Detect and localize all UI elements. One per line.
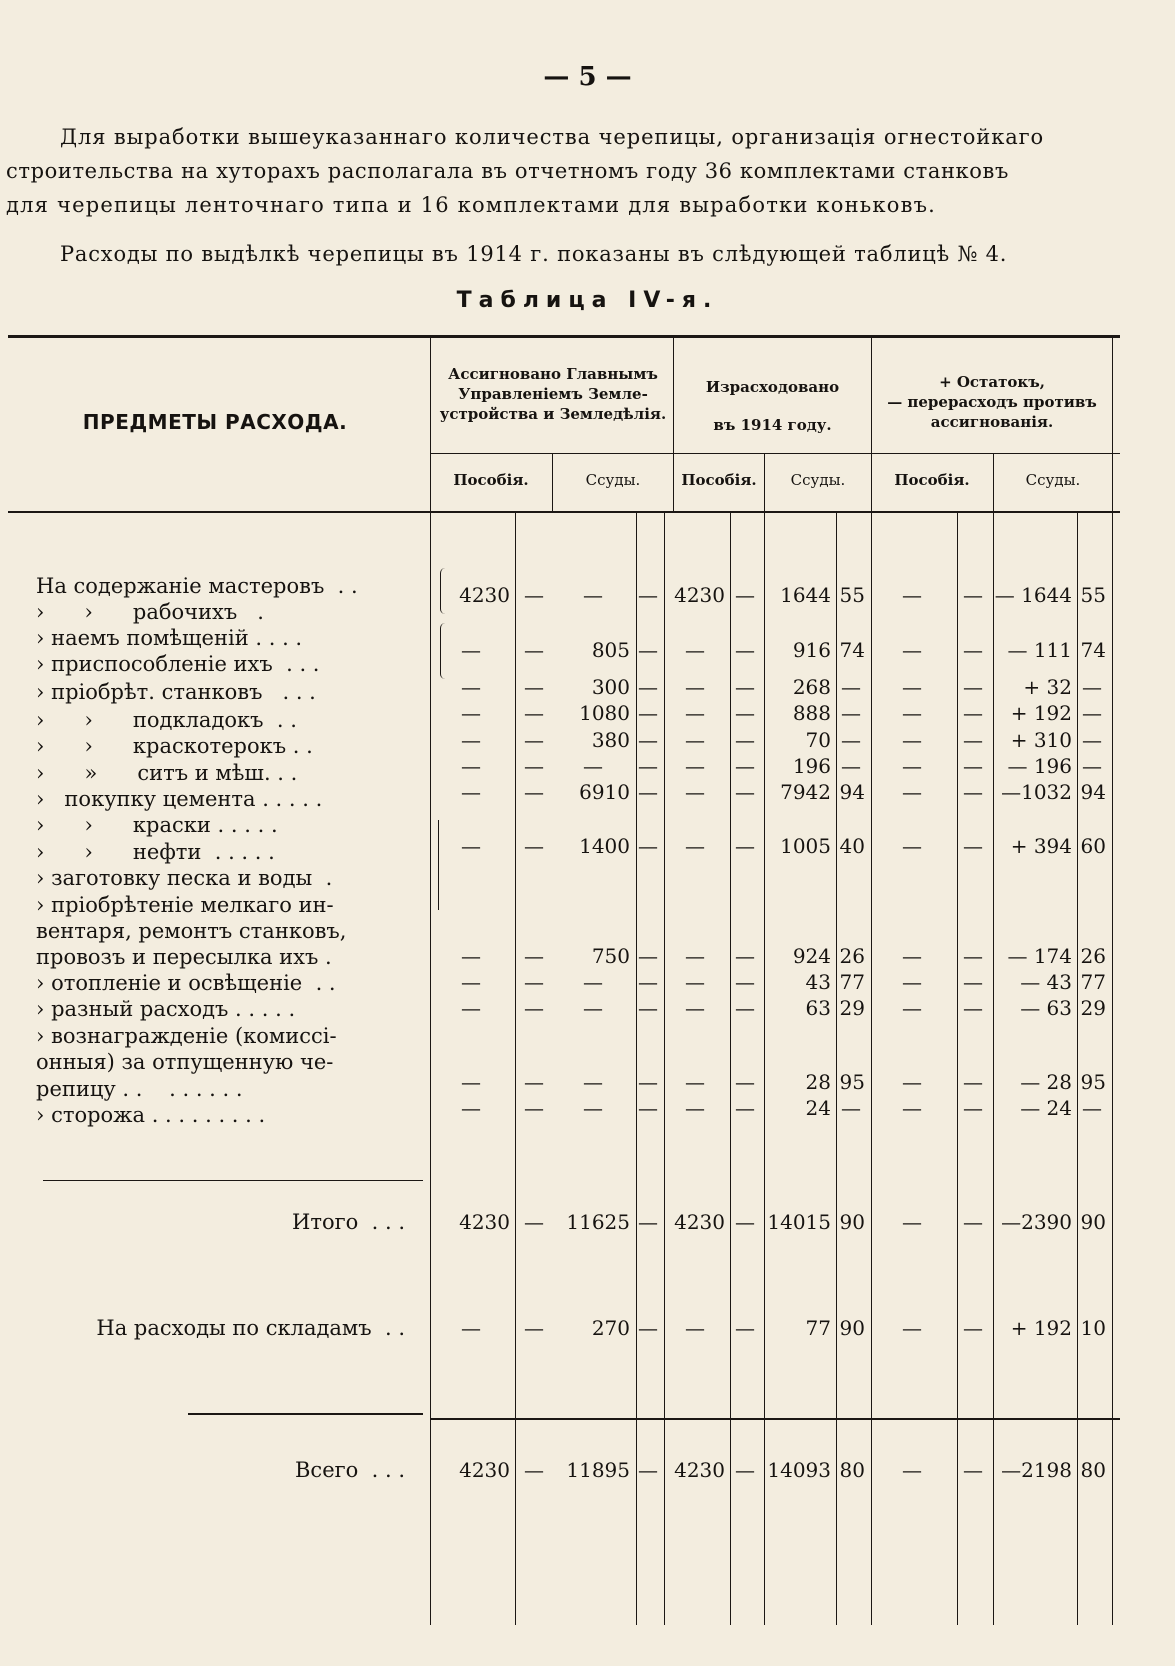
table-cell: — xyxy=(735,583,755,607)
table-cell: 90 xyxy=(839,1210,865,1234)
table-cell: — xyxy=(735,754,755,778)
table-cell: 14015 xyxy=(767,1210,831,1234)
table-cell: 1080 xyxy=(579,701,630,725)
table-cell: — xyxy=(638,944,658,968)
table-cell: — xyxy=(902,583,922,607)
table-cell: — xyxy=(902,944,922,968)
table-cell: — xyxy=(524,1458,544,1482)
table-cell: — xyxy=(902,970,922,994)
table-cell: —2390 xyxy=(1001,1210,1072,1234)
row-label: › разный расходъ . . . . . xyxy=(36,997,296,1021)
row-label: › заготовку песка и воды . xyxy=(36,866,333,890)
spent-header xyxy=(680,368,865,444)
subheader-grants: Пособія. xyxy=(894,471,970,489)
table-cell: — xyxy=(685,1096,705,1120)
row-label: провозъ и пересылка ихъ . xyxy=(36,945,332,969)
header-line: + Остатокъ, xyxy=(939,373,1045,391)
table-cell: — xyxy=(902,1316,922,1340)
table-cell: — 196 xyxy=(1007,754,1072,778)
header-line: Управленіемъ Земле- xyxy=(458,385,648,403)
table-cell: — xyxy=(963,754,983,778)
page-number: — 5 — xyxy=(543,62,632,92)
text-line: Для выработки вышеуказаннаго количества черепицы, организація огнестойкаго xyxy=(60,125,1045,149)
header-line: устройства и Земледѣлія. xyxy=(439,405,667,423)
table-cell: 6910 xyxy=(579,780,630,804)
table-cell: 74 xyxy=(839,638,865,662)
header-line: Израсходовано xyxy=(705,378,840,396)
table-cell: — xyxy=(524,970,544,994)
table-cell: — xyxy=(902,1096,922,1120)
table-cell: — xyxy=(638,1316,658,1340)
table-cell: 29 xyxy=(839,996,865,1020)
table-cell: 95 xyxy=(839,1070,865,1094)
table-cell: — xyxy=(638,728,658,752)
table-cell: — xyxy=(583,1096,603,1120)
table-cell: — xyxy=(963,675,983,699)
table-cell: 77 xyxy=(805,1316,831,1340)
total-label: Всего . . . xyxy=(295,1458,405,1482)
total-label: Итого . . . xyxy=(292,1210,405,1234)
table-cell: — xyxy=(461,970,481,994)
table-cell: — xyxy=(1082,701,1102,725)
table-cell: — xyxy=(524,1210,544,1234)
table-cell: — xyxy=(963,1210,983,1234)
table-cell: — 1644 xyxy=(994,583,1072,607)
table-cell: — xyxy=(735,1458,755,1482)
table-cell: — xyxy=(685,728,705,752)
table-cell: — xyxy=(902,1210,922,1234)
table-cell: — xyxy=(461,675,481,699)
text-line: строительства на хуторахъ располагала въ отчетномъ году 36 комплектами станковъ xyxy=(6,159,1009,183)
table-cell: 1005 xyxy=(780,834,831,858)
table-cell: — xyxy=(583,996,603,1020)
assigned-header xyxy=(438,364,668,424)
intro-paragraph xyxy=(0,120,1140,222)
table-cell: — xyxy=(963,944,983,968)
table-cell: — xyxy=(685,754,705,778)
table-cell: 268 xyxy=(792,675,831,699)
header-line: Ассигновано Главнымъ xyxy=(448,365,658,383)
table-cell: — xyxy=(735,970,755,994)
table-cell: — xyxy=(524,583,544,607)
subheader-grants: Пособія. xyxy=(453,471,529,489)
table-cell: — xyxy=(963,701,983,725)
table-cell: — xyxy=(524,1096,544,1120)
table-cell: — xyxy=(735,1210,755,1234)
table-cell: — xyxy=(963,1096,983,1120)
table-cell: — xyxy=(685,834,705,858)
table-cell: — xyxy=(963,728,983,752)
table-cell: — xyxy=(638,583,658,607)
table-cell: 55 xyxy=(839,583,865,607)
table-cell: — xyxy=(583,970,603,994)
subheader-loans: Ссуды. xyxy=(790,471,846,489)
table-cell: — xyxy=(638,754,658,778)
table-cell: 11625 xyxy=(566,1210,630,1234)
table-cell: — xyxy=(524,638,544,662)
table-cell: — xyxy=(902,754,922,778)
table-cell: — xyxy=(963,1316,983,1340)
table-cell: 270 xyxy=(591,1316,630,1340)
table-cell: 24 xyxy=(805,1096,831,1120)
row-label: › вознагражденіе (комиссі- xyxy=(36,1024,337,1048)
table-cell: + 32 xyxy=(1023,675,1072,699)
table-cell: — xyxy=(461,944,481,968)
row-label: › сторожа . . . . . . . . . xyxy=(36,1103,266,1127)
table-cell: — 28 xyxy=(1020,1070,1072,1094)
table-cell: 90 xyxy=(1080,1210,1106,1234)
table-cell: 924 xyxy=(792,944,831,968)
row-label: › наемъ помѣщеній . . . . xyxy=(36,626,303,650)
table-cell: — xyxy=(638,675,658,699)
table-cell: 4230 xyxy=(674,583,725,607)
table-cell: — xyxy=(461,701,481,725)
table-cell: — 63 xyxy=(1020,996,1072,1020)
table-cell: 4230 xyxy=(459,1458,510,1482)
table-cell: 750 xyxy=(591,944,630,968)
table-cell: — xyxy=(963,638,983,662)
table-cell: — xyxy=(735,1096,755,1120)
table-cell: — xyxy=(461,754,481,778)
table-cell: — xyxy=(638,638,658,662)
table-caption: Таблица IV-я. xyxy=(456,288,719,313)
table-cell: — xyxy=(685,970,705,994)
table-cell: 40 xyxy=(839,834,865,858)
table-cell: 94 xyxy=(1080,780,1106,804)
table-cell: — xyxy=(902,1070,922,1094)
row-label: › › краскотерокъ . . xyxy=(36,734,313,758)
table-cell: — 43 xyxy=(1020,970,1072,994)
table-cell: 29 xyxy=(1080,996,1106,1020)
row-label: › приспособленіе ихъ . . . xyxy=(36,652,320,676)
table-cell: 888 xyxy=(792,701,831,725)
row-label: › отопленіе и освѣщеніе . . xyxy=(36,971,336,995)
table-cell: — xyxy=(524,728,544,752)
balance-header xyxy=(878,372,1106,432)
table-cell: — xyxy=(841,701,861,725)
table-cell: — xyxy=(461,996,481,1020)
table-cell: — xyxy=(841,728,861,752)
table-cell: — xyxy=(902,701,922,725)
table-cell: — xyxy=(638,996,658,1020)
table-cell: — xyxy=(963,834,983,858)
table-cell: — xyxy=(583,754,603,778)
table-cell: — xyxy=(963,970,983,994)
row-label: › › рабочихъ . xyxy=(36,600,264,624)
table-cell: — xyxy=(461,1096,481,1120)
table-cell: — xyxy=(735,1316,755,1340)
table-cell: — xyxy=(902,780,922,804)
table-cell: 1644 xyxy=(780,583,831,607)
table-cell: — xyxy=(735,1070,755,1094)
table-cell: — xyxy=(461,1070,481,1094)
table-cell: — xyxy=(1082,675,1102,699)
table-cell: — xyxy=(524,701,544,725)
table-cell: 7942 xyxy=(780,780,831,804)
table-cell: 916 xyxy=(792,638,831,662)
table-cell: + 394 xyxy=(1010,834,1072,858)
header-line: — перерасходъ противъ xyxy=(887,393,1097,411)
table-cell: — xyxy=(735,675,755,699)
table-cell: 28 xyxy=(805,1070,831,1094)
table-cell: — xyxy=(461,834,481,858)
table-cell: — xyxy=(524,1316,544,1340)
table-cell: 11895 xyxy=(566,1458,630,1482)
table-cell: — xyxy=(638,1458,658,1482)
table-cell: 4230 xyxy=(459,583,510,607)
row-label: › покупку цемента . . . . . xyxy=(36,787,323,811)
table-cell: 4230 xyxy=(674,1210,725,1234)
row-label: › › нефти . . . . . xyxy=(36,840,275,864)
table-cell: 196 xyxy=(792,754,831,778)
table-cell: 63 xyxy=(805,996,831,1020)
table-cell: — xyxy=(685,944,705,968)
table-cell: — xyxy=(524,754,544,778)
table-cell: — xyxy=(841,675,861,699)
table-cell: — xyxy=(638,834,658,858)
table-cell: + 192 xyxy=(1010,1316,1072,1340)
table-cell: 805 xyxy=(591,638,630,662)
table-cell: 10 xyxy=(1080,1316,1106,1340)
table-cell: — xyxy=(685,1316,705,1340)
table-cell: — xyxy=(685,1070,705,1094)
table-cell: — xyxy=(638,701,658,725)
table-cell: 4230 xyxy=(459,1210,510,1234)
header-line: ассигнованія. xyxy=(930,413,1054,431)
table-cell: — xyxy=(685,638,705,662)
table-cell: — xyxy=(685,675,705,699)
table-cell: — xyxy=(963,996,983,1020)
row-label: › › подкладокъ . . xyxy=(36,708,297,732)
table-cell: — xyxy=(524,1070,544,1094)
items-column-header: ПРЕДМЕТЫ РАСХОДА. xyxy=(82,410,348,434)
row-label: › » ситъ и мѣш. . . xyxy=(36,761,298,785)
subheader-loans: Ссуды. xyxy=(585,471,641,489)
table-cell: — xyxy=(902,675,922,699)
subheader-loans: Ссуды. xyxy=(1025,471,1081,489)
table-cell: 1400 xyxy=(579,834,630,858)
table-cell: — xyxy=(685,780,705,804)
table-cell: — xyxy=(638,780,658,804)
row-label: онныя) за отпущенную че- xyxy=(36,1050,334,1074)
table-cell: — xyxy=(735,638,755,662)
table-cell: — xyxy=(461,638,481,662)
table-cell: — xyxy=(735,944,755,968)
table-cell: — xyxy=(524,675,544,699)
table-cell: 77 xyxy=(839,970,865,994)
table-cell: — xyxy=(638,1070,658,1094)
table-reference-paragraph xyxy=(0,237,1140,271)
table-cell: — xyxy=(902,728,922,752)
table-cell: — xyxy=(963,1070,983,1094)
table-cell: — xyxy=(735,834,755,858)
table-cell: — xyxy=(685,996,705,1020)
table-cell: 70 xyxy=(805,728,831,752)
text-line: для черепицы ленточнаго типа и 16 комплектами для выработки коньковъ. xyxy=(6,193,937,217)
table-cell: 4230 xyxy=(674,1458,725,1482)
table-cell: — xyxy=(1082,1096,1102,1120)
table-cell: 77 xyxy=(1080,970,1106,994)
table-cell: + 310 xyxy=(1010,728,1072,752)
header-line: въ 1914 году. xyxy=(713,416,832,434)
table-cell: — xyxy=(841,754,861,778)
table-cell: — xyxy=(902,834,922,858)
table-cell: — xyxy=(461,1316,481,1340)
table-cell: — xyxy=(735,996,755,1020)
table-cell: — xyxy=(583,1070,603,1094)
table-cell: 95 xyxy=(1080,1070,1106,1094)
table-cell: — xyxy=(963,583,983,607)
row-label: › › краски . . . . . xyxy=(36,813,278,837)
table-cell: — xyxy=(902,996,922,1020)
table-cell: — xyxy=(524,996,544,1020)
subheader-grants: Пособія. xyxy=(681,471,757,489)
table-cell: — xyxy=(902,1458,922,1482)
table-cell: — xyxy=(524,944,544,968)
table-cell: — xyxy=(685,701,705,725)
total-label: На расходы по складамъ . . xyxy=(96,1316,405,1340)
table-cell: 90 xyxy=(839,1316,865,1340)
table-cell: — xyxy=(963,1458,983,1482)
row-label: На содержаніе мастеровъ . . xyxy=(36,574,358,598)
row-label: › пріобрѣт. станковъ . . . xyxy=(36,680,316,704)
table-cell: — xyxy=(583,583,603,607)
table-cell: 380 xyxy=(591,728,630,752)
table-cell: 60 xyxy=(1080,834,1106,858)
table-cell: + 192 xyxy=(1010,701,1072,725)
table-cell: — xyxy=(638,970,658,994)
table-cell: — xyxy=(735,701,755,725)
table-cell: — xyxy=(461,780,481,804)
table-cell: — 24 xyxy=(1020,1096,1072,1120)
table-cell: — xyxy=(735,728,755,752)
table-cell: — xyxy=(638,1096,658,1120)
table-cell: 94 xyxy=(839,780,865,804)
table-cell: 26 xyxy=(839,944,865,968)
table-cell: — xyxy=(963,780,983,804)
table-cell: — xyxy=(461,728,481,752)
table-cell: — 111 xyxy=(1007,638,1072,662)
table-cell: — 174 xyxy=(1007,944,1072,968)
table-cell: 74 xyxy=(1080,638,1106,662)
table-cell: 80 xyxy=(839,1458,865,1482)
row-label: репицу . . . . . . . . xyxy=(36,1077,243,1101)
table-cell: —2198 xyxy=(1001,1458,1072,1482)
table-cell: 80 xyxy=(1080,1458,1106,1482)
table-cell: 300 xyxy=(591,675,630,699)
row-label: вентаря, ремонтъ станковъ, xyxy=(36,919,347,943)
row-label: › пріобрѣтеніе мелкаго ин- xyxy=(36,893,334,917)
table-cell: — xyxy=(524,834,544,858)
table-cell: 26 xyxy=(1080,944,1106,968)
table-cell: — xyxy=(1082,754,1102,778)
table-cell: — xyxy=(524,780,544,804)
table-cell: 43 xyxy=(805,970,831,994)
table-cell: — xyxy=(638,1210,658,1234)
table-cell: 55 xyxy=(1080,583,1106,607)
table-cell: — xyxy=(902,638,922,662)
table-cell: — xyxy=(1082,728,1102,752)
table-cell: —1032 xyxy=(1001,780,1072,804)
table-cell: — xyxy=(735,780,755,804)
table-cell: 14093 xyxy=(767,1458,831,1482)
text-line: Расходы по выдѣлкѣ черепицы въ 1914 г. показаны въ слѣдующей таблицѣ № 4. xyxy=(60,242,1008,266)
table-cell: — xyxy=(841,1096,861,1120)
